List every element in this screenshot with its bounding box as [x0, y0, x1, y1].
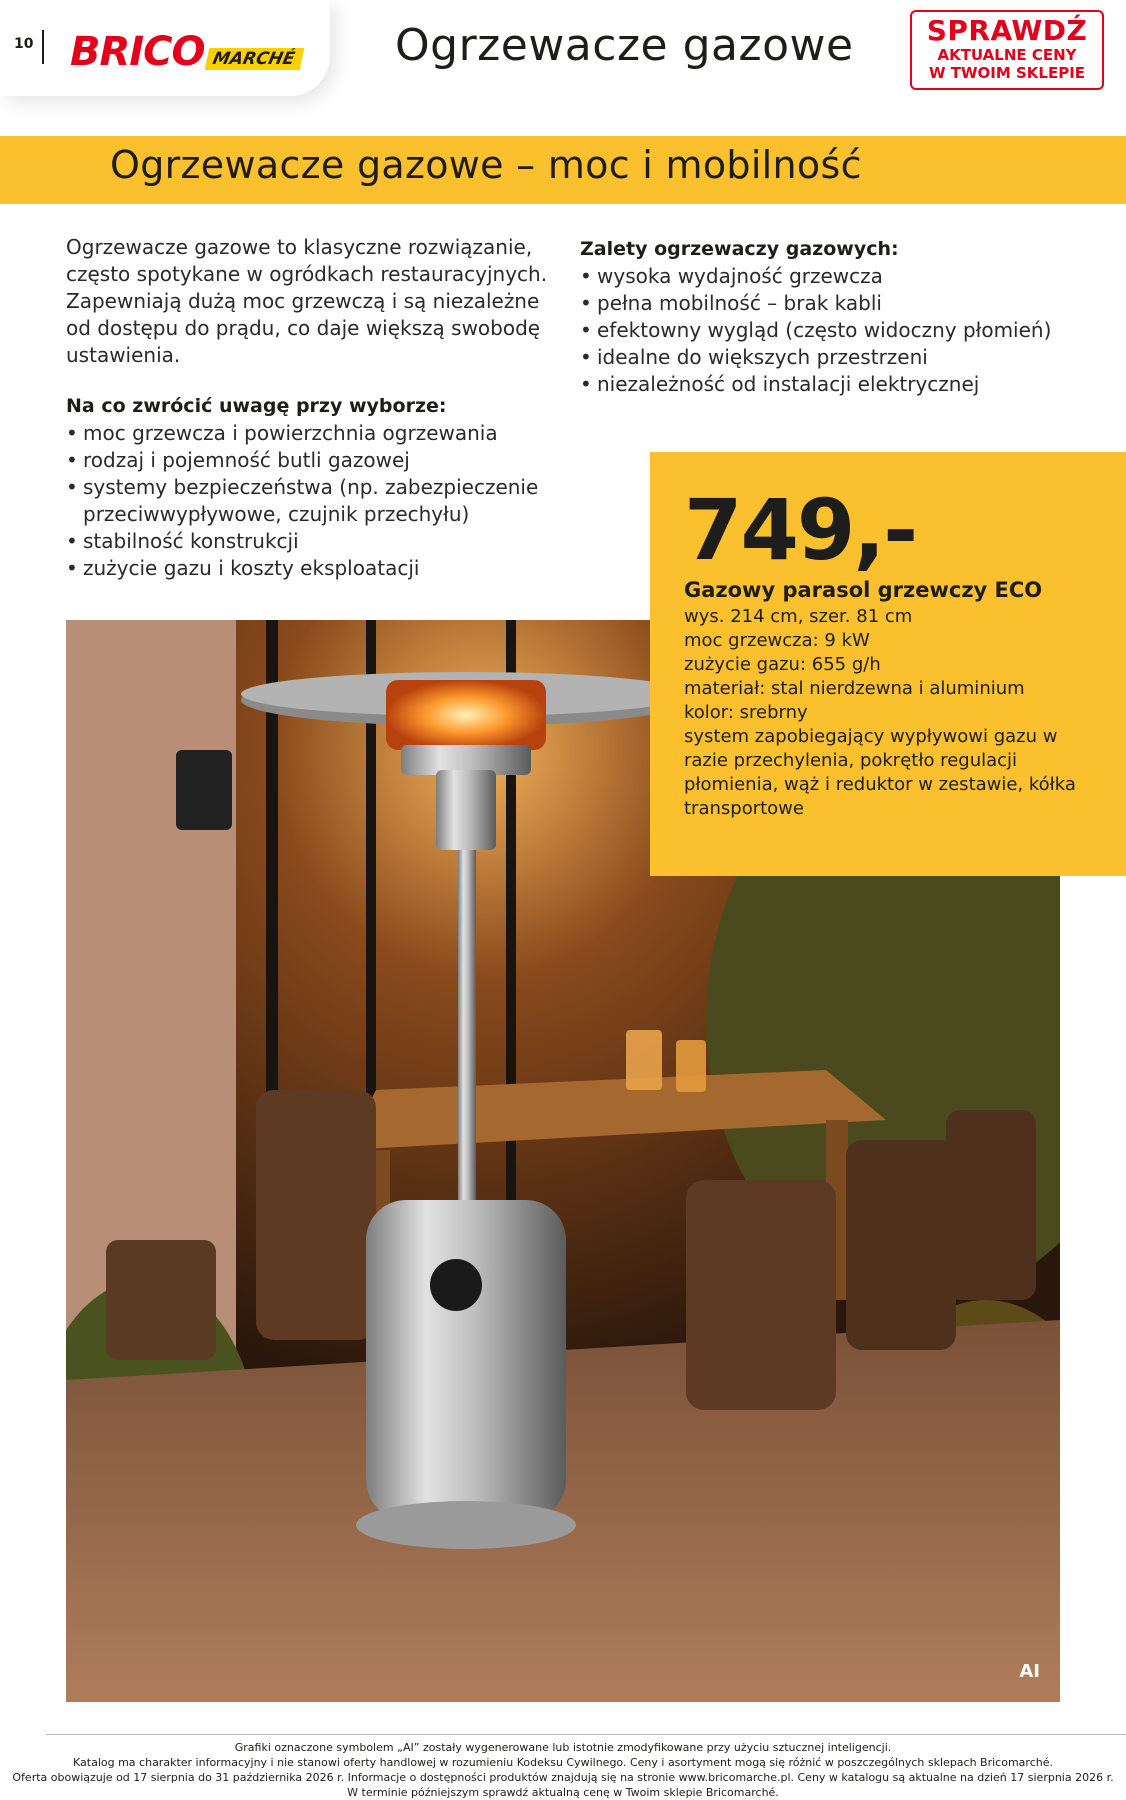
selection-criteria-heading: Na co zwrócić uwagę przy wyborze:: [66, 395, 447, 417]
page-number: 10: [14, 36, 34, 52]
badge-line-1: SPRAWDŹ: [926, 14, 1088, 47]
list-item: • systemy bezpieczeństwa (np. zabezpieczenie przeciwwypływowe, czujnik przechyłu): [66, 474, 566, 528]
list-item: • wysoka wydajność grzewcza: [580, 263, 1080, 290]
left-column: [66, 234, 566, 582]
check-prices-badge: [910, 10, 1104, 90]
selection-criteria-list: [66, 420, 566, 582]
section-title: Ogrzewacze gazowe – moc i mobilność: [110, 143, 862, 187]
footer-line: Katalog ma charakter informacyjny i nie stanowi oferty handlowej w rozumieniu Kodeksu Cywilnego. Ceny i asortyment mogą się różnić w poszczególnych sklepach Bricomarché.: [73, 1756, 1053, 1769]
list-item: • rodzaj i pojemność butli gazowej: [66, 447, 566, 474]
badge-line-2: AKTUALNE CENY: [937, 46, 1077, 64]
spec-line: kolor: srebrny: [684, 702, 808, 723]
list-item: • efektowny wygląd (często widoczny płomień): [580, 317, 1080, 344]
intro-paragraph: Ogrzewacze gazowe to klasyczne rozwiązanie, często spotykane w ogródkach restauracyjnych. Zapewniają dużą moc grzewczą i są niezależne od dostępu do prądu, co daje większą swobodę ustawienia.: [66, 235, 548, 367]
list-item: • zużycie gazu i koszty eksploatacji: [66, 555, 566, 582]
product-name: Gazowy parasol grzewczy ECO: [684, 578, 1043, 602]
footer-disclaimer: [0, 1740, 1126, 1800]
page-title: Ogrzewacze gazowe: [395, 20, 854, 71]
product-price: 749,-: [684, 481, 917, 579]
spec-line: zużycie gazu: 655 g/h: [684, 654, 881, 675]
footer-divider: [46, 1734, 1126, 1735]
footer-line: W terminie późniejszym sprawdź aktualną cenę w Twoim sklepie Bricomarché.: [347, 1786, 779, 1799]
footer-line: Oferta obowiązuje od 17 sierpnia do 31 października 2026 r. Informacje o dostępności produktów znajdują się na stronie www.bricomarche.pl. Ceny w katalogu są aktualne na dzień 17 sierpnia 2026 r.: [12, 1771, 1114, 1784]
product-specs: [684, 605, 1096, 821]
header-divider: [42, 30, 44, 64]
logo-sub: MARCHÉ: [204, 48, 304, 70]
badge-line-3: W TWOIM SKLEPIE: [928, 64, 1086, 82]
list-item: • stabilność konstrukcji: [66, 528, 566, 555]
price-box: [650, 452, 1126, 876]
advantages-list: [580, 263, 1080, 398]
list-item: • idealne do większych przestrzeni: [580, 344, 1080, 371]
spec-line: system zapobiegający wypływowi gazu w razie przechylenia, pokrętło regulacji płomienia, wąż i reduktor w zestawie, kółka transportowe: [684, 726, 1076, 819]
spec-line: moc grzewcza: 9 kW: [684, 630, 870, 651]
bricomarche-logo[interactable]: [70, 24, 302, 75]
right-column: [580, 236, 1080, 398]
ai-generated-mark: AI: [1019, 1661, 1040, 1682]
advantages-heading: Zalety ogrzewaczy gazowych:: [580, 238, 899, 260]
list-item: • niezależność od instalacji elektrycznej: [580, 371, 1080, 398]
spec-line: materiał: stal nierdzewna i aluminium: [684, 678, 1025, 699]
spec-line: wys. 214 cm, szer. 81 cm: [684, 606, 913, 627]
logo-brand: BRICO: [70, 29, 205, 75]
list-item: • moc grzewcza i powierzchnia ogrzewania: [66, 420, 566, 447]
list-item: • pełna mobilność – brak kabli: [580, 290, 1080, 317]
footer-line: Grafiki oznaczone symbolem „AI” zostały wygenerowane lub istotnie zmodyfikowane przy użyciu sztucznej inteligencji.: [234, 1741, 892, 1754]
